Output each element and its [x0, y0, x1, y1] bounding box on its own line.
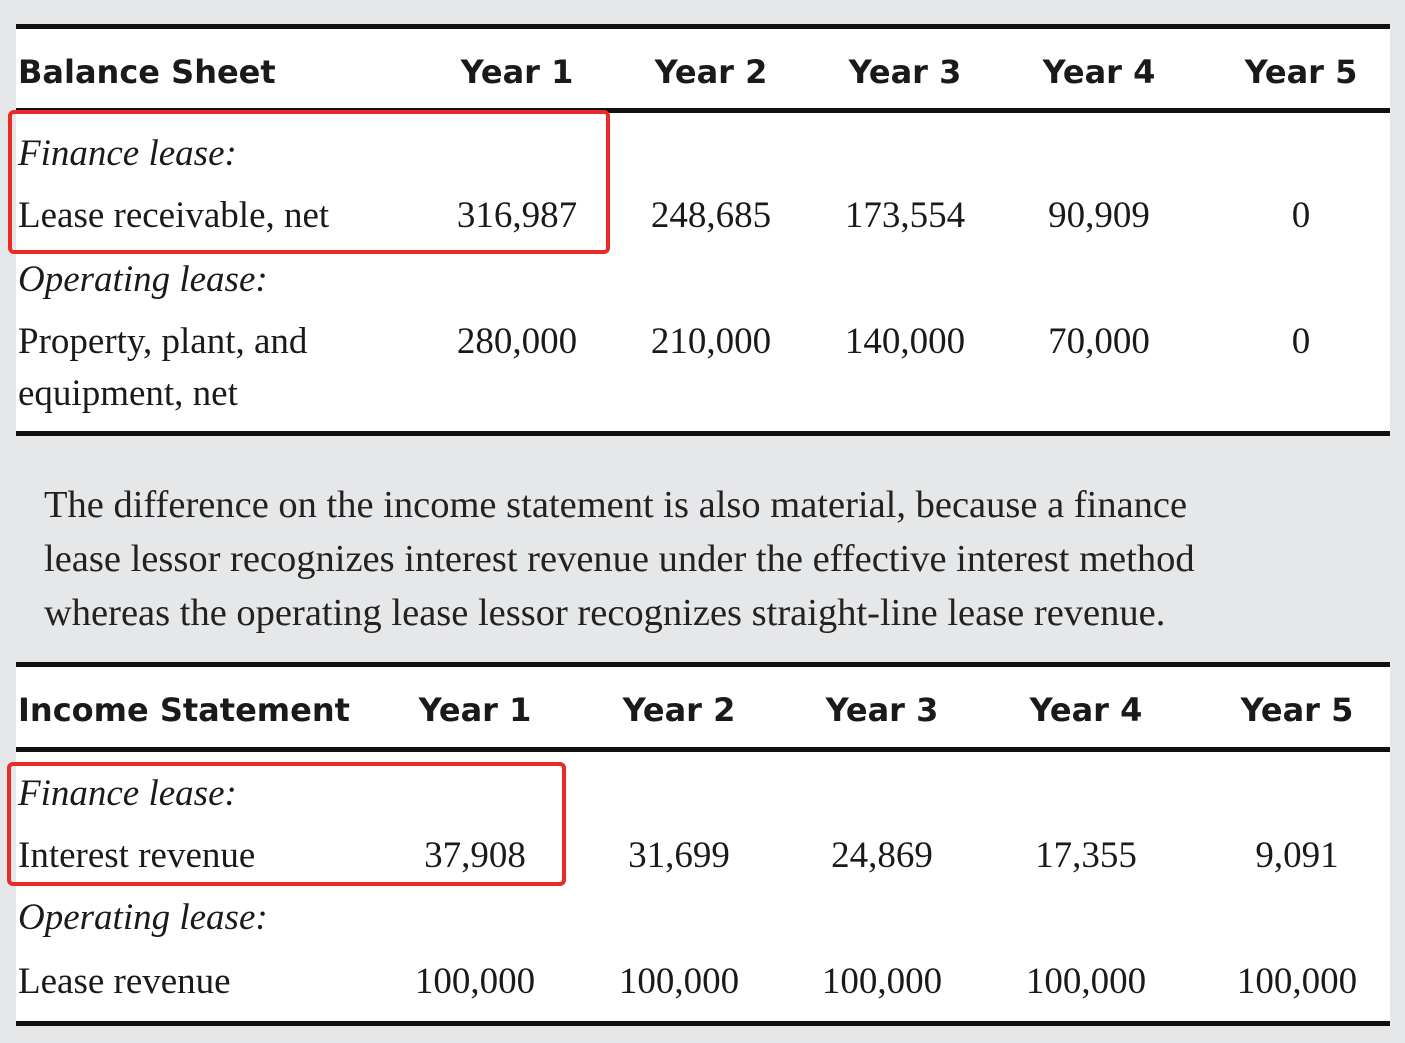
paragraph-line: The difference on the income statement is also material, because a finance: [44, 484, 1188, 526]
cell-value: 24,869: [831, 835, 933, 876]
bottom-rule: [16, 1021, 1390, 1026]
cell-value: 316,987: [456, 195, 578, 236]
row-label-ppe-line-1: Property, plant, and: [18, 321, 308, 362]
finance-lease-label: Finance lease:: [18, 773, 237, 814]
column-header-year-4: Year 4: [1042, 53, 1156, 91]
cell-value: 100,000: [1025, 961, 1147, 1002]
row-label-lease-revenue: Lease revenue: [18, 961, 231, 1002]
cell-value: 100,000: [414, 961, 536, 1002]
operating-lease-label: Operating lease:: [18, 259, 268, 300]
column-header-year-2: Year 2: [622, 691, 736, 729]
column-header-year-5: Year 5: [1240, 691, 1354, 729]
cell-value: 173,554: [844, 195, 966, 236]
cell-value: 37,908: [424, 835, 526, 876]
column-header-year-1: Year 1: [418, 691, 532, 729]
cell-value: 210,000: [650, 321, 772, 362]
highlight-box-interest-revenue: [7, 762, 566, 886]
balance-sheet-heading: Balance Sheet: [18, 53, 276, 91]
income-statement-heading: Income Statement: [18, 691, 350, 729]
cell-value: 17,355: [1035, 835, 1137, 876]
cell-value: 0: [1291, 321, 1311, 362]
cell-value: 140,000: [844, 321, 966, 362]
column-header-year-5: Year 5: [1244, 53, 1358, 91]
column-header-year-3: Year 3: [825, 691, 939, 729]
top-rule: [16, 24, 1390, 29]
column-header-year-1: Year 1: [460, 53, 574, 91]
cell-value: 90,909: [1048, 195, 1150, 236]
cell-value: 100,000: [821, 961, 943, 1002]
highlight-box-lease-receivable: [8, 110, 610, 254]
cell-value: 100,000: [1236, 961, 1358, 1002]
row-label-ppe-line-2: equipment, net: [18, 373, 238, 414]
paragraph-line: lease lessor recognizes interest revenue under the effective interest method: [44, 538, 1195, 580]
cell-value: 0: [1291, 195, 1311, 236]
cell-value: 31,699: [628, 835, 730, 876]
row-label-interest-revenue: Interest revenue: [18, 835, 256, 876]
cell-value: 248,685: [650, 195, 772, 236]
header-rule: [16, 747, 1390, 752]
bottom-rule: [16, 431, 1390, 436]
finance-lease-label: Finance lease:: [18, 133, 237, 174]
row-label-lease-receivable: Lease receivable, net: [18, 195, 330, 236]
cell-value: 9,091: [1255, 835, 1339, 876]
top-rule: [16, 662, 1390, 667]
paragraph-line: whereas the operating lease lessor recognizes straight-line lease revenue.: [44, 592, 1166, 634]
column-header-year-2: Year 2: [654, 53, 768, 91]
body-paragraph: [44, 478, 1394, 640]
cell-value: 280,000: [456, 321, 578, 362]
operating-lease-label: Operating lease:: [18, 897, 268, 938]
column-header-year-4: Year 4: [1029, 691, 1143, 729]
cell-value: 70,000: [1048, 321, 1150, 362]
column-header-year-3: Year 3: [848, 53, 962, 91]
cell-value: 100,000: [618, 961, 740, 1002]
